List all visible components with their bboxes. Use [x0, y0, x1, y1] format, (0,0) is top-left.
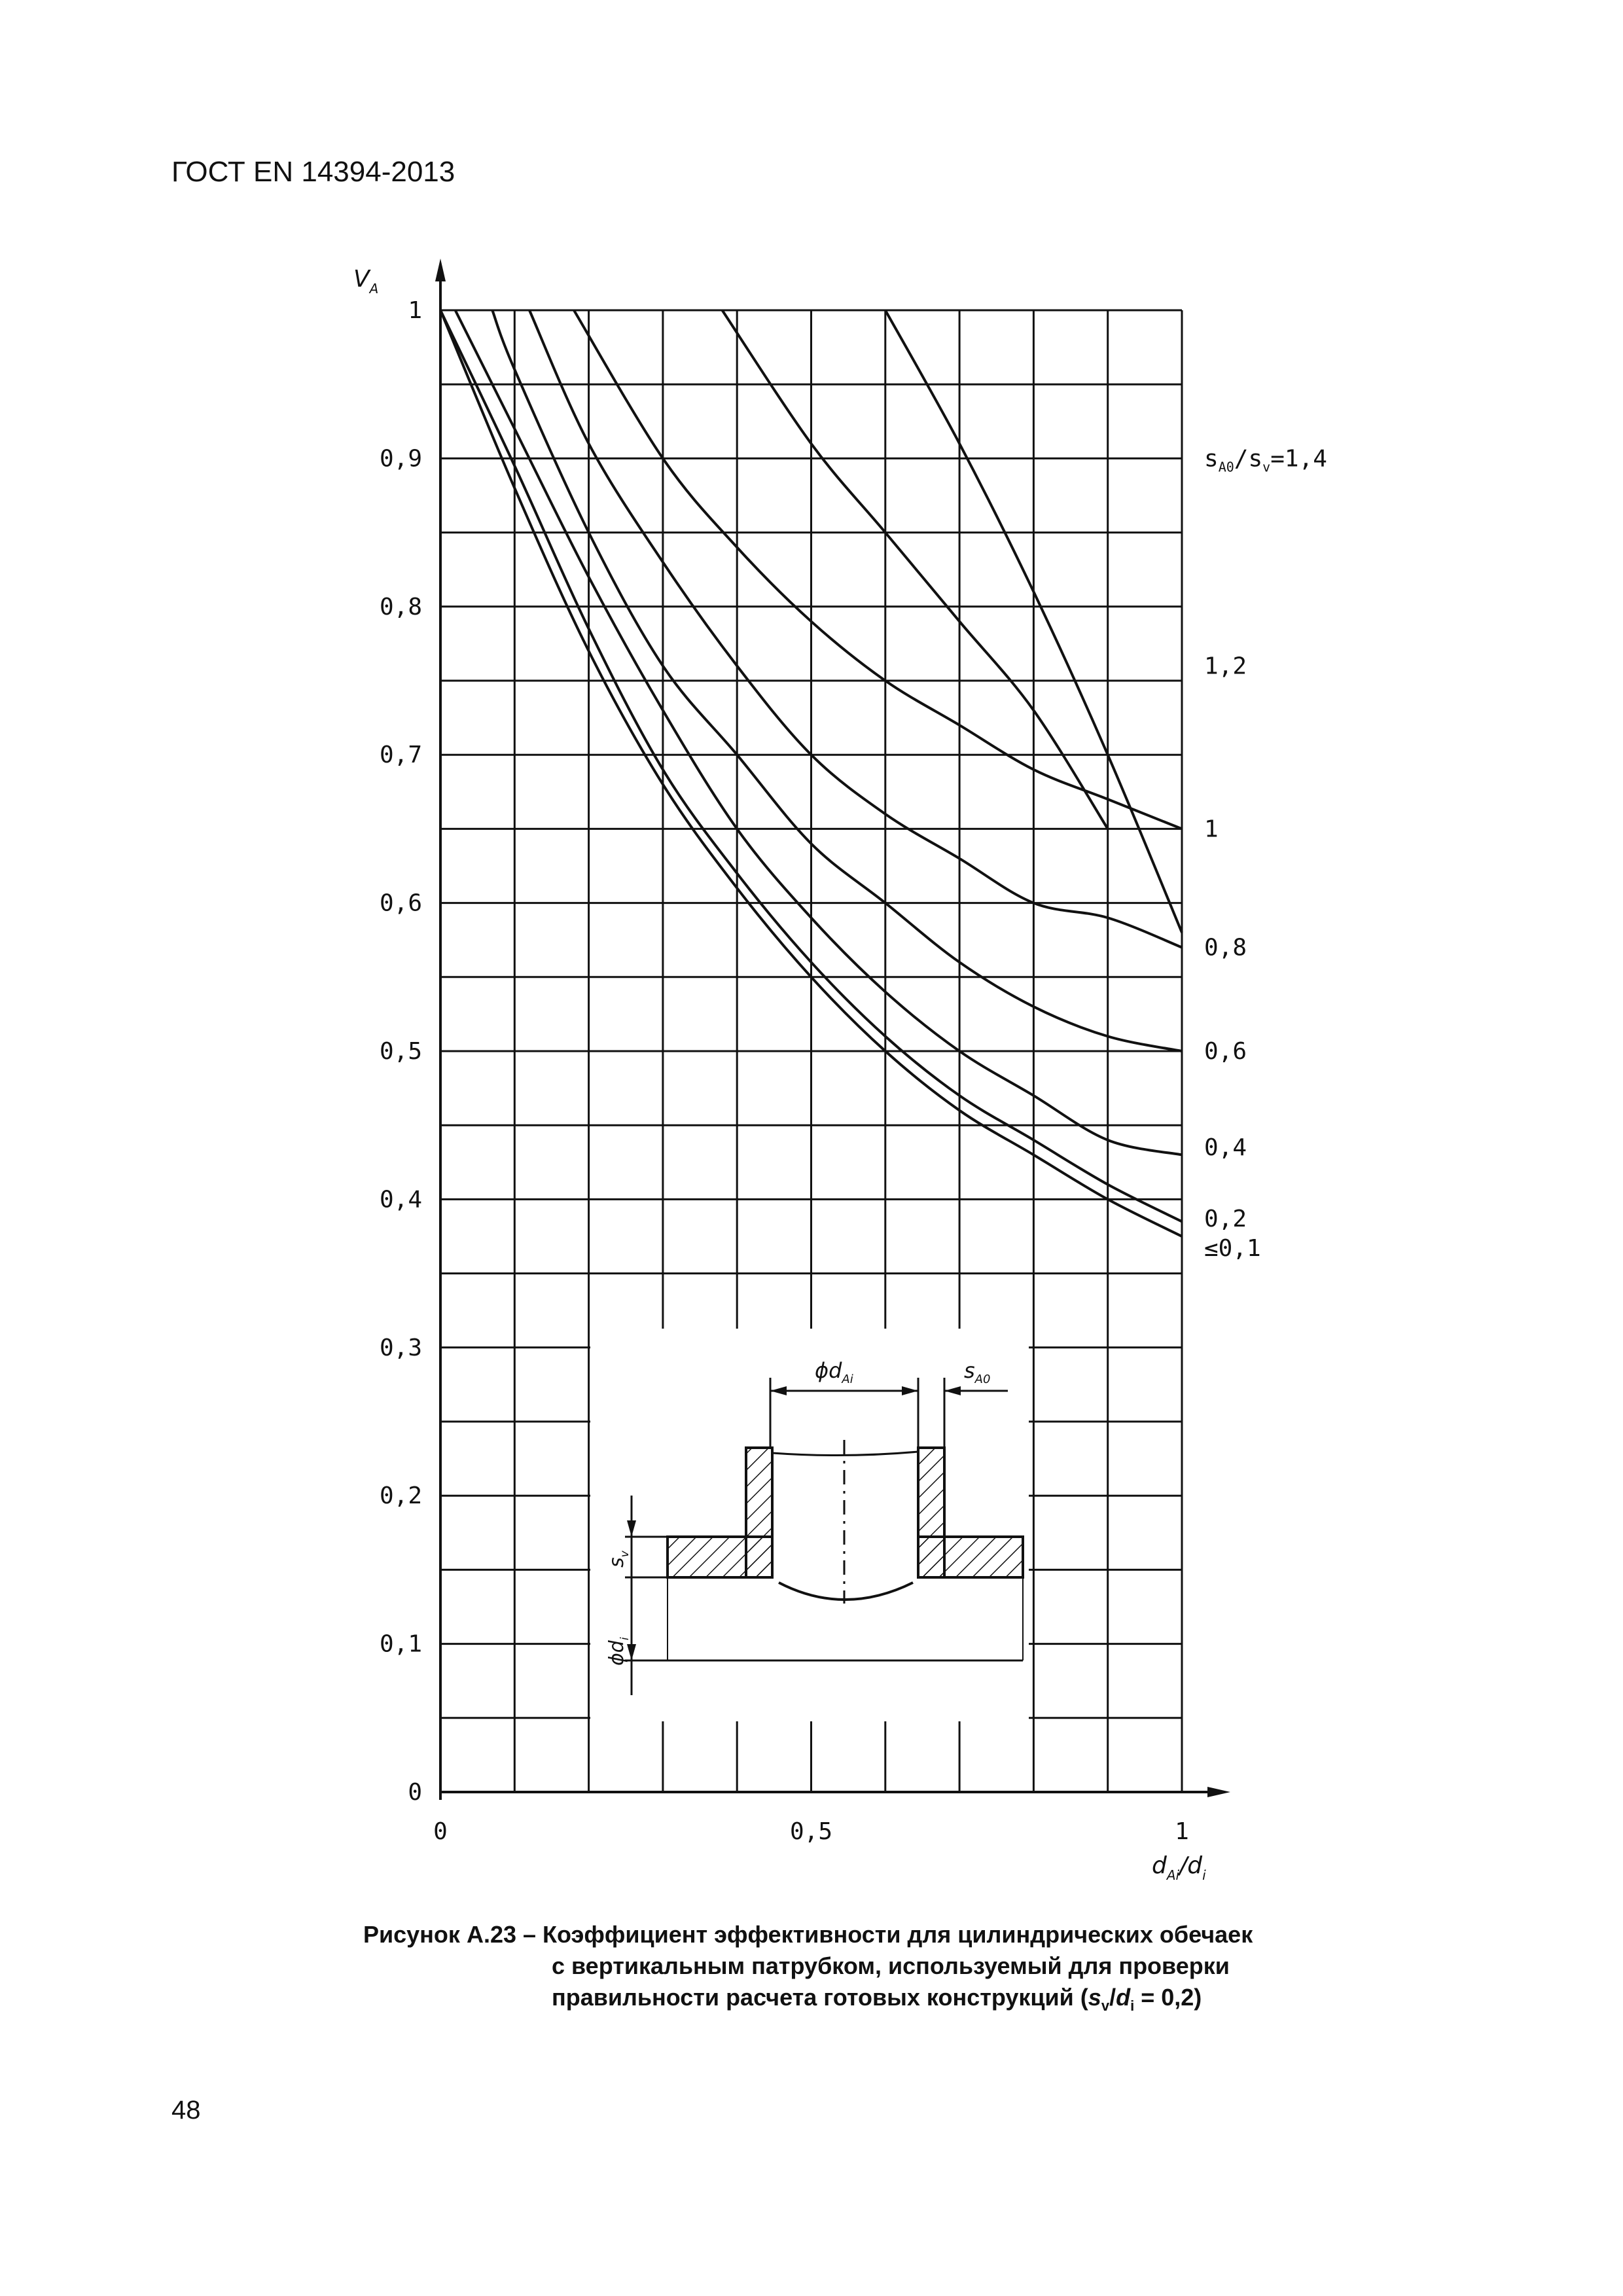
y-axis-arrow	[435, 259, 446, 281]
caption-line-2: с вертикальным патрубком, используемый для проверки	[552, 1952, 1230, 1979]
y-axis-title: $V_A$	[353, 266, 379, 296]
x-tick-label: 0	[433, 1818, 448, 1845]
curve-labels	[1204, 445, 1327, 1262]
curve-label: 0,4	[1204, 1134, 1247, 1162]
series-line	[574, 310, 1182, 829]
y-tick-label: 0,9	[379, 445, 422, 473]
dim-dAi-label: $\phi d_{Ai}$	[815, 1358, 853, 1386]
series-line	[722, 310, 1108, 829]
y-tick-label: 0,8	[379, 593, 422, 620]
curve-label: 0,8	[1204, 934, 1247, 961]
x-tick-label: 0,5	[789, 1818, 833, 1845]
document-header: ГОСТ EN 14394-2013	[171, 156, 455, 188]
dim-sA0-label: $s_{A0}$	[964, 1358, 991, 1386]
x-axis-title: $d_{Ai}/d_i$	[1152, 1852, 1206, 1883]
y-tick-label: 0,6	[379, 889, 422, 917]
dim-di-label: $\phi d_i$	[605, 1637, 632, 1666]
x-tick-label: 1	[1175, 1818, 1189, 1845]
dim-sv-label: $s_v$	[605, 1551, 632, 1568]
curve-label: 0,2	[1204, 1205, 1247, 1232]
y-tick-label: 0,5	[379, 1038, 422, 1065]
nozzle-diagram	[590, 1329, 1029, 1721]
caption-line-3: правильности расчета готовых конструкций $(s_v/d_i = 0,2)$	[552, 1984, 1202, 2015]
y-tick-label: 0,1	[379, 1630, 422, 1658]
x-axis-arrow	[1207, 1787, 1230, 1797]
page-number: 48	[171, 2096, 201, 2125]
y-tick-label: 0,3	[379, 1334, 422, 1361]
y-tick-label: 0,4	[379, 1186, 422, 1213]
curve-label: 1	[1204, 816, 1219, 843]
y-tick-label: 0,7	[379, 742, 422, 769]
inset-background	[590, 1329, 1029, 1721]
series-line	[455, 310, 1182, 1155]
series-line	[529, 310, 1182, 948]
y-tick-label: 1	[408, 297, 422, 324]
figure-caption	[363, 1919, 1384, 2022]
nozzle-wall-left	[746, 1448, 772, 1577]
nozzle-wall-right	[918, 1448, 944, 1577]
curve-label: 1,2	[1204, 653, 1247, 680]
curve-label: 0,6	[1204, 1038, 1247, 1065]
caption-line-1: Рисунок А.23 – Коэффициент эффективности для цилиндрических обечаек	[363, 1921, 1253, 1948]
curve-label: ≤0,1	[1204, 1235, 1261, 1263]
y-tick-label: 0	[408, 1779, 422, 1806]
y-tick-label: 0,2	[379, 1482, 422, 1510]
curve-label: $s_{A0}/s_v=1,4$	[1204, 445, 1327, 475]
